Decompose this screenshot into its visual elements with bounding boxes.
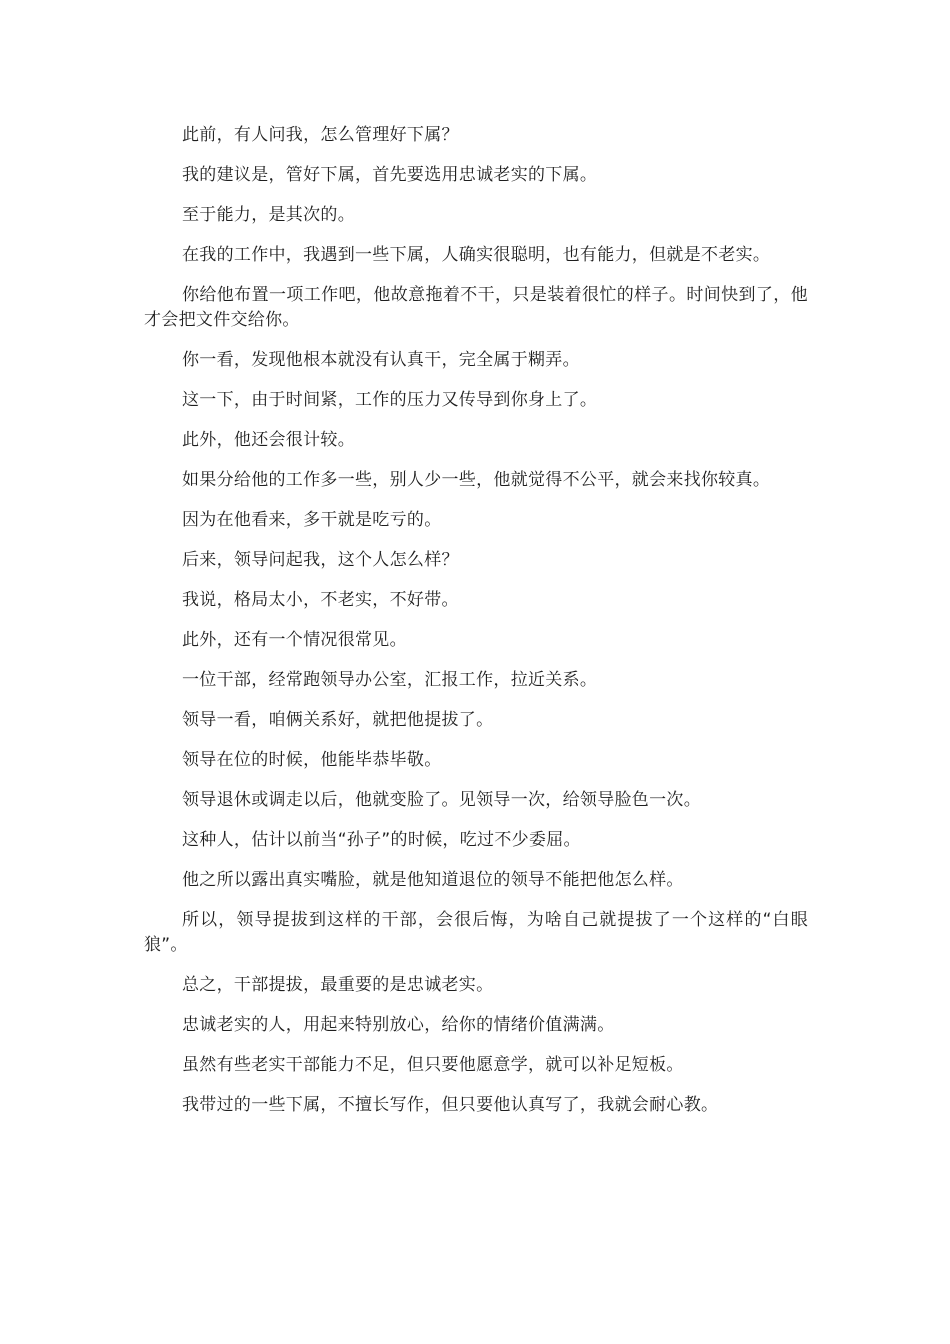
- paragraph: 至于能力，是其次的。: [182, 205, 355, 225]
- paragraph: 后来，领导问起我，这个人怎么样？: [182, 550, 459, 570]
- paragraph: 总之，干部提拔，最重要的是忠诚老实。: [182, 975, 494, 995]
- paragraph: 此外，还有一个情况很常见。: [182, 630, 407, 650]
- paragraph: 虽然有些老实干部能力不足，但只要他愿意学，就可以补足短板。: [182, 1055, 684, 1075]
- paragraph: 此前，有人问我，怎么管理好下属？: [182, 125, 459, 145]
- paragraph: 一位干部，经常跑领导办公室，汇报工作，拉近关系。: [182, 670, 598, 690]
- paragraph: 我的建议是，管好下属，首先要选用忠诚老实的下属。: [182, 165, 598, 185]
- paragraph: 你一看，发现他根本就没有认真干，完全属于糊弄。: [182, 350, 580, 370]
- paragraph: 这种人，估计以前当“孙子”的时候，吃过不少委屈。: [182, 830, 581, 850]
- paragraph: 在我的工作中，我遇到一些下属，人确实很聪明，也有能力，但就是不老实。: [182, 245, 771, 265]
- paragraph: 他之所以露出真实嘴脸，就是他知道退位的领导不能把他怎么样。: [182, 870, 684, 890]
- paragraph: 所以，领导提拔到这样的干部，会很后悔，为啥自己就提拔了一个这样的“白眼狼”。: [144, 910, 808, 955]
- paragraph: 忠诚老实的人，用起来特别放心，给你的情绪价值满满。: [182, 1015, 615, 1035]
- paragraph: 因为在他看来，多干就是吃亏的。: [182, 510, 442, 530]
- paragraph: 我说，格局太小，不老实，不好带。: [182, 590, 459, 610]
- article-body: [144, 123, 808, 1133]
- paragraph: 如果分给他的工作多一些，别人少一些，他就觉得不公平，就会来找你较真。: [182, 470, 771, 490]
- paragraph: 这一下，由于时间紧，工作的压力又传导到你身上了。: [182, 390, 598, 410]
- paragraph: 此外，他还会很计较。: [182, 430, 355, 450]
- paragraph: 我带过的一些下属，不擅长写作，但只要他认真写了，我就会耐心教。: [182, 1095, 719, 1115]
- paragraph: 你给他布置一项工作吧，他故意拖着不干，只是装着很忙的样子。时间快到了，他才会把文件交给你。: [144, 285, 808, 330]
- paragraph: 领导退休或调走以后，他就变脸了。见领导一次，给领导脸色一次。: [182, 790, 701, 810]
- paragraph: 领导一看，咱俩关系好，就把他提拔了。: [182, 710, 494, 730]
- paragraph: 领导在位的时候，他能毕恭毕敬。: [182, 750, 442, 770]
